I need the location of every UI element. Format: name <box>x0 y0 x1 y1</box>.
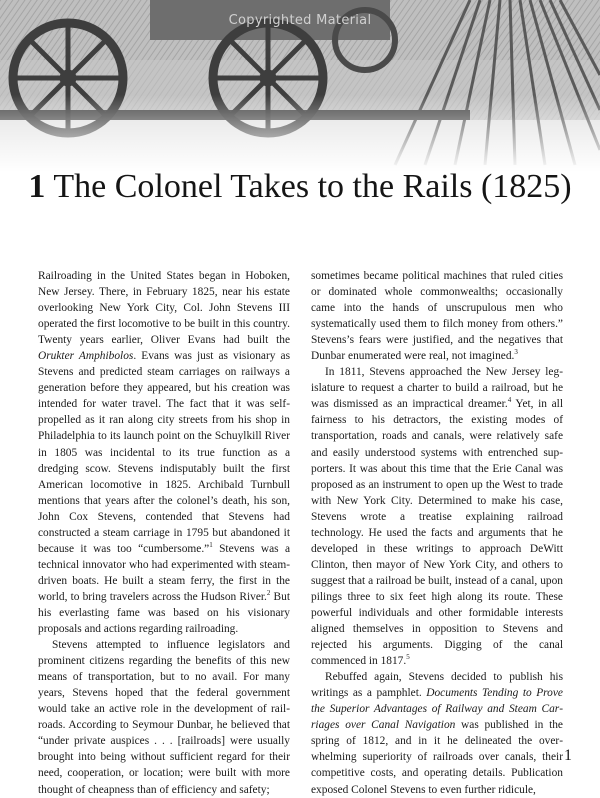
paragraph-text: Stevens attempted to influence legislators and prominent citizens regarding the benefits of this new means of transportation, but to no avail. For many years, Stevens hoped that the federal government would take an active role in the development of railroads. According to Seymour Dunbar, he believed that “under private auspices . . . [railroads] were usually brought into being without sufficient regard for their need, cooperation, or location; were built with more thought of cheapness than of efficiency and safety; <box>38 639 290 796</box>
paragraph-text: was published in the spring of 1812, and in it he delineated the overwhelming superiority of railroads over canals, their competitive costs, and operating details. Publication exposed Colonel Stevens to even further ridicule, <box>311 719 563 796</box>
paragraph-text: sometimes became political machines that ruled cities or dominated whole commonwealths; occasionally came into the hands of unscrupulous men who systematically used them to filch money from others.” Stevens’s fears were justified, and the negatives that Dunbar enumerated were real, not imagined. <box>311 270 563 363</box>
body-paragraph <box>38 268 290 637</box>
body-paragraph <box>311 669 563 797</box>
paragraph-text: . Evans was just as visionary as Stevens and predicted steam carriages on railways a generation before they appeared, but his creation was intended for water travel. The fact that it was self-propelled as it ran along city streets from his shop in Philadelphia to its launch point on the Schuylkill River in 1805 was incidental to its true function as a dredging scow. Stevens indisputably built the first American locomotive in 1825. Archibald Turnbull mentions that years after the colonel’s death, his son, John Cox Stevens, contended that Stevens had constructed a steam carriage in 1795 but abandoned it because it was too “cumbersome.” <box>38 350 290 555</box>
italic-title: Orukter Amphibolos <box>38 350 134 363</box>
chapter-number: 1 <box>28 168 46 205</box>
page-number: 1 <box>564 747 572 764</box>
body-paragraph <box>311 268 563 364</box>
body-paragraph <box>38 637 290 797</box>
footnote-marker: 3 <box>514 348 518 357</box>
text-column-right <box>311 268 563 798</box>
copyright-watermark: Copyrighted Material <box>228 13 372 28</box>
paragraph-text: Rebuffed again, Stevens decided to publish his writings as a pamphlet. <box>311 671 563 700</box>
footnote-marker: 2 <box>266 589 271 598</box>
chapter-title-text: The Colonel Takes to the Rails (1825) <box>53 168 572 205</box>
italic-title: Documents Tending to Prove the Superior Advantages of Railway and Steam Carriages over Canal Navigation <box>311 687 563 732</box>
paragraph-text: In 1811, Stevens approached the New Jersey legislature to request a charter to build a railroad, but he was dismissed as an impractical dreamer. <box>311 366 563 411</box>
footnote-marker: 1 <box>209 541 213 549</box>
chapter-heading <box>0 168 600 206</box>
paragraph-text: Railroading in the United States began in Hoboken, New Jersey. There, in February 1825, near his estate overlooking New York City, Col. John Stevens III operated the first locomotive to be built in this country. Twenty years earlier, Oliver Evans had built the <box>38 270 290 347</box>
paragraph-text: Yet, in all fairness to his detractors, the existing modes of transportation, roads and canals, were relatively safe and easily understood systems with entrenched supporters. It was about this time that the Erie Canal was proposed as an instrument to open up the West to trade with New York City. Determined to make his case, Stevens wrote a treatise explaining railroad technology. He used the facts and arguments that he developed in these writings to approach DeWitt Clinton, then mayor of New York City, and others to suggest that a railroad be built, instead of a canal, upon pilings three to six feet high along its route. These powerful individuals and other formidable interests aligned themselves in opposition to Stevens and rejected his arguments. Digging of the canal commenced in 1817. <box>311 398 563 668</box>
footnote-marker: 5 <box>406 653 410 662</box>
paragraph-text: But his everlasting fame was based on his visionary proposals and actions regarding railroading. <box>38 590 290 636</box>
paragraph-text: Stevens was a technical innovator who had experimented with steam-driven boats. He built a steam ferry, the first in the world, to bring travelers across the Hudson River. <box>38 542 291 603</box>
footnote-marker: 4 <box>507 396 512 405</box>
body-paragraph <box>311 364 563 669</box>
text-column-left <box>38 268 290 798</box>
